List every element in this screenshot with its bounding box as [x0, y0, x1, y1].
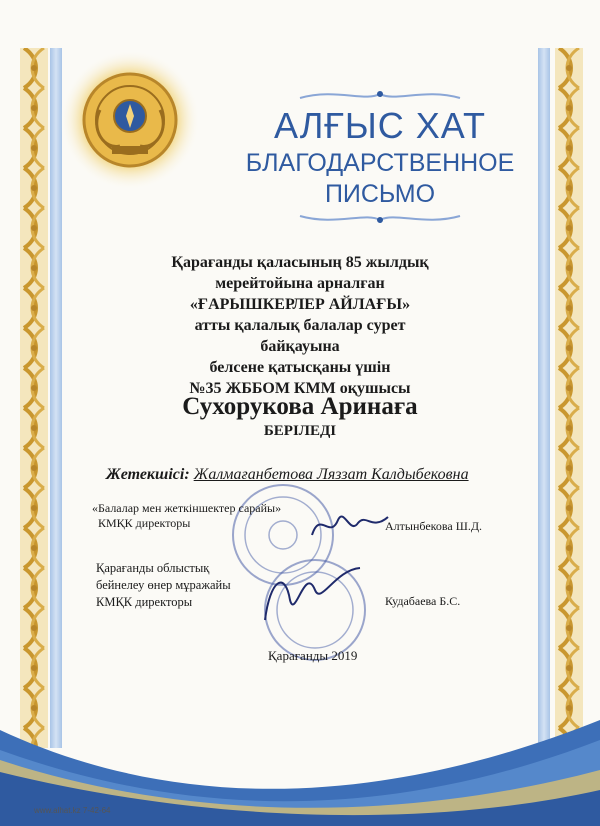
award-reason [150, 252, 450, 399]
signatory2-org-line2: бейнелеу өнер мұражайы [96, 578, 231, 592]
issued-label: БЕРІЛЕДІ [263, 423, 337, 439]
title-top-ornament [295, 88, 465, 104]
signatory2-org [96, 560, 231, 611]
title-russian-line2: ПИСЬМО [324, 180, 436, 208]
left-ornament-border [20, 48, 48, 748]
title-bottom-ornament [295, 210, 465, 226]
supervisor-label: Жетекшісі: [106, 466, 190, 483]
right-ornament-border [555, 48, 583, 748]
signature-2 [255, 560, 365, 630]
certificate-title [210, 88, 550, 226]
signatory1-name: Алтынбекова Ш.Д. [385, 519, 483, 533]
body-line: Қарағанды қаласының 85 жылдық [171, 254, 429, 271]
signature-1 [310, 505, 390, 545]
title-kazakh: АЛҒЫС ХАТ [274, 105, 486, 146]
signatory1-org [92, 501, 281, 531]
signatory2-org-line3: КМҚК директоры [96, 595, 193, 609]
body-line: белсене қатысқаны үшін [209, 359, 391, 376]
body-line: мерейтойына арналған [215, 275, 385, 292]
body-line: байқауына [260, 338, 340, 355]
signatory2-name: Кудабаева Б.С. [385, 594, 461, 608]
body-line: «ҒАРЫШКЕРЛЕР АЙЛАҒЫ» [189, 296, 411, 313]
body-line: атты қалалық балалар сурет [194, 317, 406, 334]
signatory1-org-line2: КМҚК директоры [98, 516, 191, 530]
footer-website: www.alhat.kz 7-42-64 [34, 806, 111, 815]
recipient-name: Сухорукова Аринаға [182, 393, 418, 420]
signatory1-org-line1: «Балалар мен жеткіншектер сарайы» [92, 501, 282, 515]
place-and-year: Қарағанды 2019 [268, 648, 358, 663]
state-emblem-seal [60, 50, 200, 190]
supervisor-name: Жалмағанбетова Ляззат Калдыбековна [193, 466, 469, 483]
body-line: №35 ЖББОМ КММ оқушысы [189, 380, 411, 397]
signatory2-org-line1: Қарағанды облыстық [96, 561, 210, 575]
title-russian-line1: БЛАГОДАРСТВЕННОЕ [245, 149, 515, 177]
